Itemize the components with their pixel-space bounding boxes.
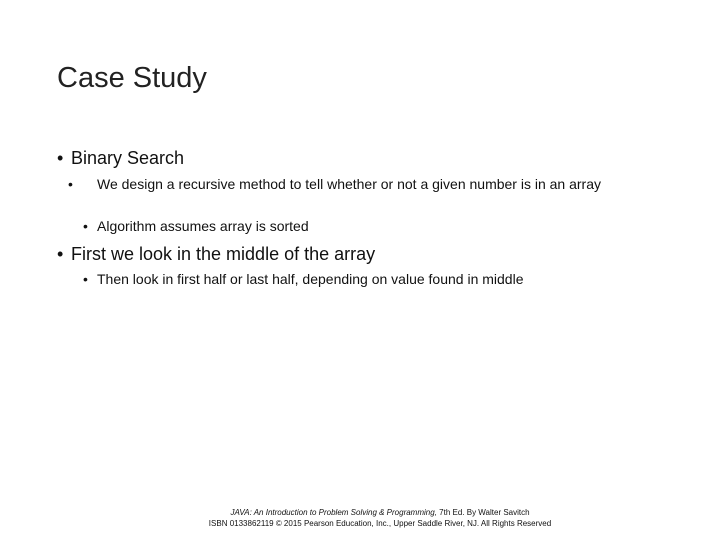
bullet-text: We design a recursive method to tell whether or not a given number is in an array bbox=[97, 176, 601, 192]
slide-title: Case Study bbox=[57, 62, 207, 94]
bullet-text: First we look in the middle of the array bbox=[71, 244, 376, 264]
footer-copyright: ISBN 0133862119 © 2015 Pearson Education, Inc., Upper Saddle River, NJ. All Rights Reserved bbox=[208, 519, 552, 528]
bullet-first-middle: • First we look in the middle of the array bbox=[57, 244, 376, 264]
footer-book-title: JAVA: An Introduction to Problem Solving & Programming, bbox=[230, 508, 437, 517]
sub-bullet-halves: • Then look in first half or last half, depending on value found in middle bbox=[83, 271, 524, 287]
footer-book bbox=[0, 508, 720, 517]
bullet-text: Algorithm assumes array is sorted bbox=[97, 218, 309, 234]
footer-edition: 7th Ed. By Walter Savitch bbox=[439, 508, 530, 517]
bullet-binary-search: • Binary Search bbox=[57, 148, 185, 168]
bullet-text: Binary Search bbox=[71, 148, 185, 168]
bullet-text: Then look in first half or last half, depending on value found in middle bbox=[97, 271, 524, 287]
sub-bullet-sorted: • Algorithm assumes array is sorted bbox=[83, 218, 309, 234]
sub-bullet-recursive: • We design a recursive method to tell whether or not a given number is in an array bbox=[68, 176, 601, 192]
